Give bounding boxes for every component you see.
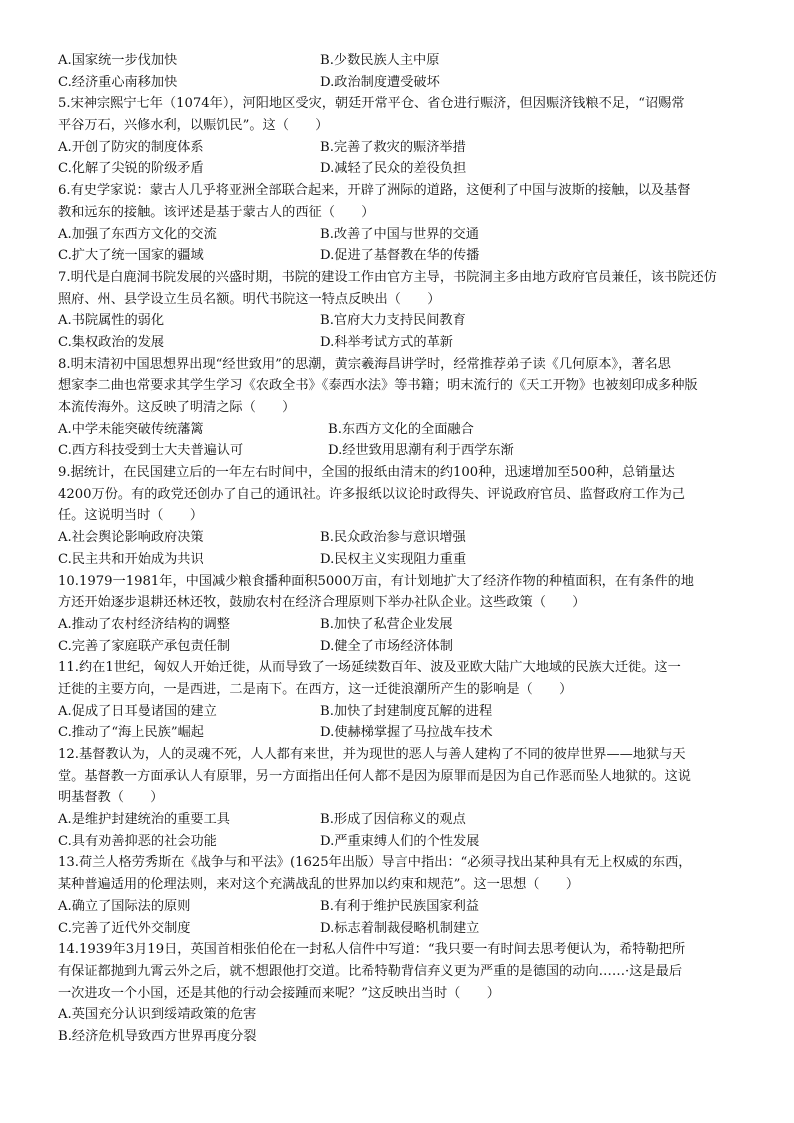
question-line: 11.约在1世纪，匈奴人开始迁徙，从而导致了一场延续数百年、波及亚欧大陆广大地域的民族大迁徙。这一 bbox=[58, 660, 681, 676]
answer-option: D.健全了市场经济体制 bbox=[320, 638, 453, 654]
question-stem bbox=[58, 354, 738, 419]
question-line: 5.宋神宗熙宁七年（1074年），河阳地区受灾，朝廷开常平仓、省仓进行赈济，但因赈济钱粮不足，“诏赐常 bbox=[58, 96, 685, 112]
question-line: 平谷万石，兴修水利，以赈饥民”。这（ ） bbox=[58, 118, 329, 134]
option-row bbox=[58, 158, 738, 180]
answer-option: D.严重束缚人们的个性发展 bbox=[320, 833, 480, 849]
option-row bbox=[58, 722, 738, 744]
option-row bbox=[58, 224, 738, 246]
answer-option: A.英国充分认识到绥靖政策的危害 bbox=[58, 1007, 257, 1023]
question-line: 方还开始逐步退耕还林还牧，鼓励农村在经济合理原则下举办社队企业。这些政策（ ） bbox=[58, 595, 586, 611]
answer-option: D.政治制度遭受破坏 bbox=[320, 74, 440, 90]
question-line: 本流传海外。这反映了明清之际（ ） bbox=[58, 400, 296, 415]
answer-option: B.经济危机导致西方世界再度分裂 bbox=[58, 1028, 257, 1044]
answer-option: B.有利于维护民族国家利益 bbox=[320, 898, 479, 914]
answer-option: D.标志着制裁侵略机制建立 bbox=[320, 920, 480, 936]
question-stem bbox=[58, 852, 738, 895]
answer-option: D.使赫梯掌握了马拉战车技术 bbox=[320, 725, 493, 741]
option-row bbox=[58, 50, 738, 72]
question-line: 4200万份。有的政党还创办了自己的通讯社。许多报纸以议论时政得失、评说政府官员、监督政府工作为己 bbox=[58, 486, 685, 502]
question-stem bbox=[58, 180, 738, 223]
option-row bbox=[58, 549, 738, 571]
answer-option: A.是维护封建统治的重要工具 bbox=[58, 812, 230, 828]
answer-option: C.完善了近代外交制度 bbox=[58, 920, 191, 936]
answer-option: B.改善了中国与世界的交通 bbox=[320, 226, 479, 242]
answer-option: B.形成了因信称义的观点 bbox=[320, 812, 466, 828]
option-row bbox=[58, 310, 738, 332]
answer-option: B.民众政治参与意识增强 bbox=[320, 530, 466, 546]
answer-option: C.经济重心南移加快 bbox=[58, 74, 178, 90]
question-line: 明基督教（ ） bbox=[58, 790, 164, 806]
option-row bbox=[58, 809, 738, 831]
answer-option: C.扩大了统一国家的疆域 bbox=[58, 248, 204, 264]
answer-option: C.集权政治的发展 bbox=[58, 334, 165, 350]
answer-option: B.加快了封建制度瓦解的进程 bbox=[320, 703, 493, 719]
answer-option: D.经世致用思潮有利于西学东渐 bbox=[328, 443, 514, 459]
option-row bbox=[58, 527, 738, 549]
option-row bbox=[58, 440, 738, 462]
question-line: 10.1979一1981年，中国减少粮食播种面积5000万亩，有计划地扩大了经济作物的种植面积，在有条件的地 bbox=[58, 573, 694, 589]
question-line: 想家李二曲也常要求其学生学习《农政全书》《泰西水法》等书籍；明末流行的《天工开物》也被刻印成多种版 bbox=[58, 378, 698, 394]
option-row bbox=[58, 614, 738, 636]
answer-option: C.完善了家庭联产承包责任制 bbox=[58, 638, 231, 654]
answer-option: A.确立了国际法的原则 bbox=[58, 898, 191, 914]
question-line: 8.明末清初中国思想界出现“经世致用”的思潮，黄宗羲海昌讲学时，经常推荐弟子读《几何原本》，著名思 bbox=[58, 356, 671, 372]
question-line: 13.荷兰人格劳秀斯在《战争与和平法》(1625年出版）导言中指出：“必须寻找出某种具有无上权威的东西， bbox=[58, 855, 692, 871]
answer-option: A.社会舆论影响政府决策 bbox=[58, 530, 204, 546]
answer-option: C.西方科技受到士大夫普遍认可 bbox=[58, 443, 244, 459]
option-row bbox=[58, 137, 738, 159]
answer-option: A.促成了日耳曼诸国的建立 bbox=[58, 703, 217, 719]
question-line: 任。这说明当时（ ） bbox=[58, 508, 204, 524]
question-line: 迁徙的主要方向，一是西进，二是南下。在西方，这一迁徙浪潮所产生的影响是（ ） bbox=[58, 681, 573, 697]
answer-option: B.加快了私营企业发展 bbox=[320, 616, 453, 632]
question-stem bbox=[58, 744, 738, 809]
question-line: 9.据统计，在民国建立后的一年左右时间中，全国的报纸由清末的约100种，迅速增加至500种，总销量达 bbox=[58, 465, 675, 481]
question-line: 12.基督教认为，人的灵魂不死，人人都有来世，并为现世的恶人与善人建构了不同的彼岸世界——地狱与天 bbox=[58, 747, 686, 762]
answer-option: A.加强了东西方文化的交流 bbox=[58, 226, 217, 242]
answer-option: B.完善了救灾的赈济举措 bbox=[320, 139, 466, 155]
option-row bbox=[58, 701, 738, 723]
question-line: 堂。基督教一方面承认人有原罪，另一方面指出任何人都不是因为原罪而是因为自己作恶而坠人地狱的。这说 bbox=[58, 768, 691, 784]
question-stem bbox=[58, 93, 738, 136]
answer-option: D.民权主义实现阻力重重 bbox=[320, 551, 467, 567]
question-line: 14.1939年3月19日，英国首相张伯伦在一封私人信件中写道：“我只要一有时间去思考便认为，希特勒把所 bbox=[58, 942, 686, 958]
question-stem bbox=[58, 657, 738, 700]
question-line: 一次进攻一个小国，还是其他的行动会接踵而来呢？”这反映出当时（ ） bbox=[58, 985, 500, 1001]
option-row bbox=[58, 896, 738, 918]
option-row bbox=[58, 419, 738, 441]
exam-page bbox=[58, 50, 738, 1048]
answer-option: A.中学未能突破传统藩篱 bbox=[58, 421, 204, 437]
question-line: 某种普遍适用的伦理法则，来对这个充满战乱的世界加以约束和规范”。这一思想（ ） bbox=[58, 877, 580, 893]
answer-option: C.民主共和开始成为共识 bbox=[58, 551, 204, 567]
question-stem bbox=[58, 267, 738, 310]
option-row bbox=[58, 245, 738, 267]
question-stem bbox=[58, 462, 738, 527]
option-row bbox=[58, 831, 738, 853]
option-row bbox=[58, 636, 738, 658]
answer-option: D.促进了基督教在华的传播 bbox=[320, 248, 480, 264]
question-line: 7.明代是白鹿洞书院发展的兴盛时期，书院的建设工作由官方主导，书院洞主多由地方政府官员兼任，该书院还仿 bbox=[58, 269, 717, 285]
question-line: 6.有史学家说：蒙古人几乎将亚洲全部联合起来，开辟了洲际的道路，这便利了中国与波斯的接触，以及基督 bbox=[58, 183, 691, 199]
question-line: 有保证都抛到九霄云外之后，就不想跟他打交道。比希特勒背信弃义更为严重的是德国的动向……·这是最后 bbox=[58, 963, 683, 979]
question-stem bbox=[58, 939, 738, 1004]
answer-option: C.化解了尖锐的阶级矛盾 bbox=[58, 161, 204, 177]
option-row bbox=[58, 332, 738, 354]
answer-option: C.具有劝善抑恶的社会功能 bbox=[58, 833, 217, 849]
answer-option: D.减轻了民众的差役负担 bbox=[320, 161, 467, 177]
option-row bbox=[58, 918, 738, 940]
answer-option: A.推动了农村经济结构的调整 bbox=[58, 616, 230, 632]
question-stem bbox=[58, 571, 738, 614]
answer-option: B.少数民族人主中原 bbox=[320, 53, 440, 68]
answer-option: A.书院属性的弱化 bbox=[58, 313, 165, 329]
answer-option: A.开创了防灾的制度体系 bbox=[58, 139, 204, 155]
question-line: 教和远东的接触。该评述是基于蒙古人的西征（ ） bbox=[58, 204, 375, 220]
answer-option: C.推动了“海上民族”崛起 bbox=[58, 725, 204, 741]
answer-option: B.东西方文化的全面融合 bbox=[328, 421, 474, 437]
answer-option: D.科举考试方式的革新 bbox=[320, 334, 453, 350]
answer-option: A.国家统一步伐加快 bbox=[58, 53, 178, 68]
question-line: 照府、州、县学设立生员名额。明代书院这一特点反映出（ ） bbox=[58, 291, 441, 307]
option-row bbox=[58, 72, 738, 94]
answer-option: B.官府大力支持民间教育 bbox=[320, 313, 466, 329]
